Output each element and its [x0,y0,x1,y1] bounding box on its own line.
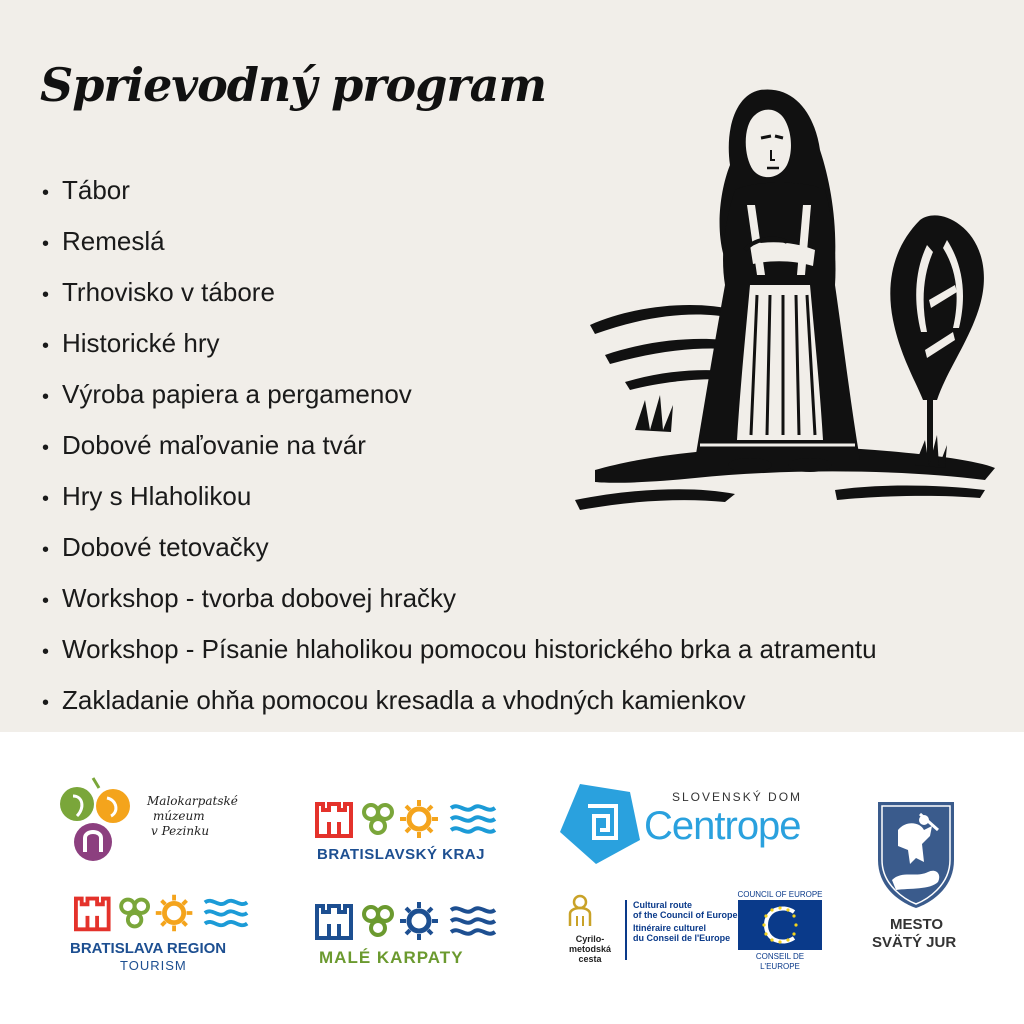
page-title: Sprievodný program [40,58,547,112]
list-item-text: Hry s Hlaholikou [62,481,252,511]
list-item-text: Workshop - tvorba dobovej hračky [62,583,457,613]
svaty-jur-logo [860,800,980,960]
brt-icons [74,892,252,934]
mk-name: MALÉ KARPATY [319,948,464,967]
bullet: • [42,386,50,408]
list-item-text: Výroba papiera a pergamenov [62,379,412,409]
bratislava-region-tourism-logo [70,892,260,982]
male-karpaty-logo [315,900,515,970]
museum-name-line1: Malokarpatské [147,794,238,808]
list-item-text: Zakladanie ohňa pomocou kresadla a vhodných kamienkov [62,685,746,715]
cyril-line1: Cyrilo-metodská [568,934,612,954]
list-item-text: Remeslá [62,226,165,256]
coe-bottom: CONSEIL DE L'EUROPE [755,952,805,971]
woman-illustration [575,70,1005,530]
bullet: • [42,233,50,255]
list-item [42,625,877,676]
list-item [42,676,877,727]
list-item-text: Dobové maľovanie na tvár [62,430,366,460]
route-line1: Cultural route [633,900,693,910]
cyril-line2: cesta [578,954,602,964]
centrope-name: Centrope [644,804,801,848]
bullet: • [42,488,50,510]
list-item-text: Tábor [62,175,130,205]
bullet: • [42,641,50,663]
brt-line2: TOURISM [120,958,187,973]
list-item-text: Workshop - Písanie hlaholikou pomocou historického brka a atramentu [62,634,877,664]
centrope-top-text: SLOVENSKÝ DOM [672,790,803,804]
coat-of-arms-icon [876,800,956,908]
bratislava-kraj-logo [315,798,515,868]
bullet: • [42,182,50,204]
brt-line1: BRATISLAVA REGION [70,940,227,957]
museum-name-line3: v Pezinku [151,824,210,838]
list-item-text: Historické hry [62,328,220,358]
museum-logo-mark [55,774,135,864]
bk-name: BRATISLAVSKÝ KRAJ [317,846,485,863]
bk-icons [315,798,500,840]
list-item-text: Trhovisko v tábore [62,277,275,307]
bullet: • [42,335,50,357]
coe-top: COUNCIL OF EUROPE [737,890,823,899]
cyril-mark [565,894,595,928]
bullet: • [42,284,50,306]
route-line4: du Conseil de l'Europe [633,933,731,943]
coe-flag-icon [738,900,822,950]
bullet: • [42,539,50,561]
cyril-methodius-route-logo [555,894,625,964]
centrope-logo [560,784,810,874]
bullet: • [42,692,50,714]
partner-logos [0,732,1024,1024]
route-line2: of the Council of Europe [633,910,738,920]
cultural-route-text [625,900,743,960]
museum-name-line2: múzeum [153,809,205,823]
list-item-text: Dobové tetovačky [62,532,269,562]
list-item [42,523,877,574]
bullet: • [42,437,50,459]
jur-line1: MESTO [890,916,944,933]
jur-line2: SVÄTÝ JUR [872,934,957,951]
centrope-mark [560,784,640,864]
list-item [42,574,877,625]
museum-logo [55,774,285,864]
council-of-europe-logo [735,890,825,971]
mk-icons [315,900,500,942]
route-line3: Itinéraire culturel [633,923,707,933]
bullet: • [42,590,50,612]
